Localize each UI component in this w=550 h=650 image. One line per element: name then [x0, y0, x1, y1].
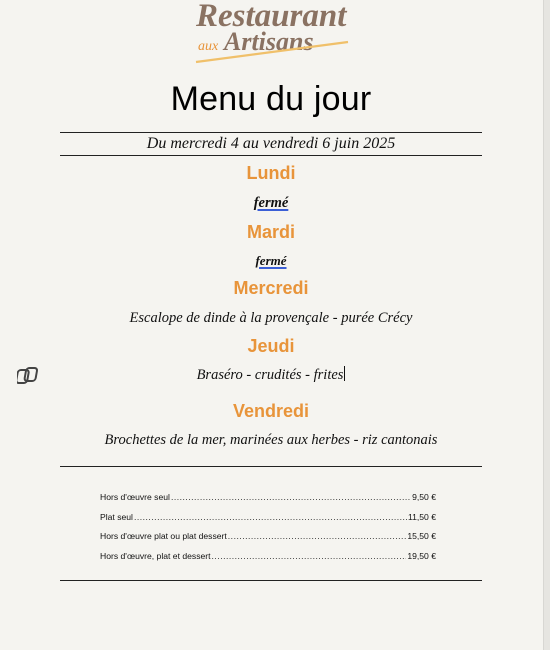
day-vendredi: Vendredi: [232, 401, 310, 421]
scrollbar-track[interactable]: [543, 0, 550, 650]
day-mardi: Mardi: [246, 222, 295, 242]
price-label: Plat seul: [100, 511, 133, 522]
closed-label-lundi: fermé: [253, 195, 289, 211]
divider-prices-bottom: [60, 580, 482, 581]
price-value: 19,50 €: [407, 550, 436, 561]
price-label: Hors d'œuvre seul: [100, 492, 170, 502]
dish-jeudi-text[interactable]: Braséro - crudités - frites: [196, 367, 344, 383]
price-value: 11,50 €: [407, 511, 436, 522]
dish-mardi: [0, 253, 542, 270]
price-label: Hors d'œuvre plat ou plat dessert: [100, 531, 227, 541]
price-value: 9,50 €: [412, 492, 436, 502]
divider-top: [60, 132, 482, 133]
divider-dates: [60, 155, 482, 156]
logo-line2: Artisans: [224, 27, 314, 56]
restaurant-logo: [190, 0, 360, 66]
dot-leader: [134, 512, 407, 522]
day-lundi: Lundi: [246, 163, 296, 183]
dish-mercredi: Escalope de dinde à la provençale - purée Crécy: [129, 310, 413, 326]
price-row: [100, 512, 436, 532]
date-range: Du mercredi 4 au vendredi 6 juin 2025: [146, 135, 396, 152]
logo-line1: Restaurant: [196, 0, 347, 34]
closed-label-mardi: fermé: [255, 253, 287, 268]
dot-leader: [228, 531, 407, 541]
page-title: Menu du jour: [170, 80, 372, 118]
divider-prices-top: [60, 466, 482, 467]
price-list: [100, 492, 436, 570]
dot-leader: [171, 492, 411, 502]
price-label: Hors d'œuvre, plat et dessert: [100, 550, 211, 561]
dot-leader: [212, 551, 407, 561]
day-jeudi: Jeudi: [247, 336, 295, 356]
dish-vendredi: Brochettes de la mer, marinées aux herbes - riz cantonais: [104, 432, 438, 448]
dish-lundi: [0, 195, 542, 212]
price-row: [100, 492, 436, 512]
logo-line2-prefix: aux: [198, 39, 219, 54]
price-row: [100, 551, 436, 571]
day-mercredi: Mercredi: [233, 278, 309, 298]
text-cursor: [344, 366, 345, 381]
price-value: 15,50 €: [407, 531, 436, 541]
dish-jeudi[interactable]: [0, 366, 542, 384]
copilot-icon[interactable]: [17, 365, 41, 387]
price-row: [100, 531, 436, 551]
